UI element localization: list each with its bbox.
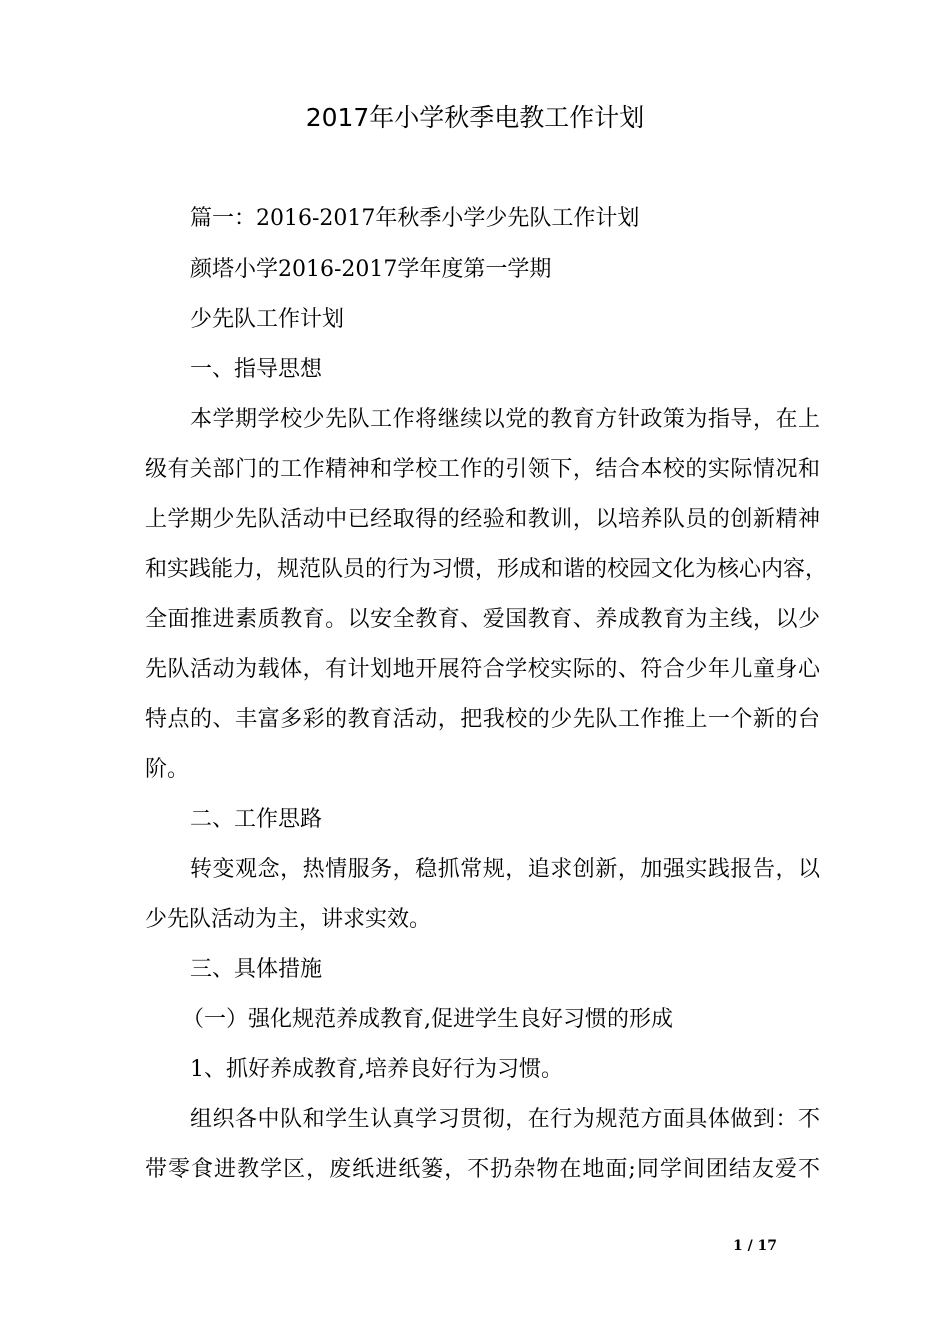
numbered-item: 1、抓好养成教育,培养良好行为习惯。 [190, 1057, 563, 1082]
paragraph-line: 上学期少先队活动中已经取得的经验和教训，以培养队员的创新精神 [145, 507, 820, 532]
paragraph-line: 阶。 [145, 757, 190, 782]
heading-work-approach: 二、工作思路 [190, 807, 323, 832]
paragraph-line: 和实践能力，规范队员的行为习惯，形成和谐的校园文化为核心内容， [145, 557, 828, 582]
plan-heading: 少先队工作计划 [190, 307, 345, 332]
page-number: 1 / 17 [732, 1238, 778, 1254]
paragraph-line: 转变观念，热情服务，稳抓常规，追求创新，加强实践报告，以 [190, 857, 820, 882]
paragraph-line: 级有关部门的工作精神和学校工作的引领下，结合本校的实际情况和 [145, 457, 820, 482]
paragraph-line: 全面推进素质教育。以安全教育、爱国教育、养成教育为主线，以少 [145, 607, 820, 632]
paragraph-line: 特点的、丰富多彩的教育活动，把我校的少先队工作推上一个新的台 [145, 707, 820, 732]
heading-measures: 三、具体措施 [190, 957, 323, 982]
heading-guiding-idea: 一、指导思想 [190, 357, 323, 382]
subheading-habits: （一）强化规范养成教育,促进学生良好习惯的形成 [182, 1007, 673, 1032]
document-title: 2017年小学秋季电教工作计划 [305, 103, 645, 132]
paragraph-line: 带零食进教学区，废纸进纸篓，不扔杂物在地面;同学间团结友爱不 [145, 1157, 820, 1182]
section-heading: 篇一：2016-2017年秋季小学少先队工作计划 [190, 206, 640, 231]
paragraph-line: 少先队活动为主，讲求实效。 [145, 907, 432, 932]
paragraph-line: 先队活动为载体，有计划地开展符合学校实际的、符合少年儿童身心 [145, 657, 820, 682]
paragraph-line: 本学期学校少先队工作将继续以党的教育方针政策为指导，在上 [190, 407, 820, 432]
school-heading: 颜塔小学2016-2017学年度第一学期 [190, 257, 552, 282]
paragraph-line: 组织各中队和学生认真学习贯彻，在行为规范方面具体做到：不 [190, 1107, 820, 1132]
